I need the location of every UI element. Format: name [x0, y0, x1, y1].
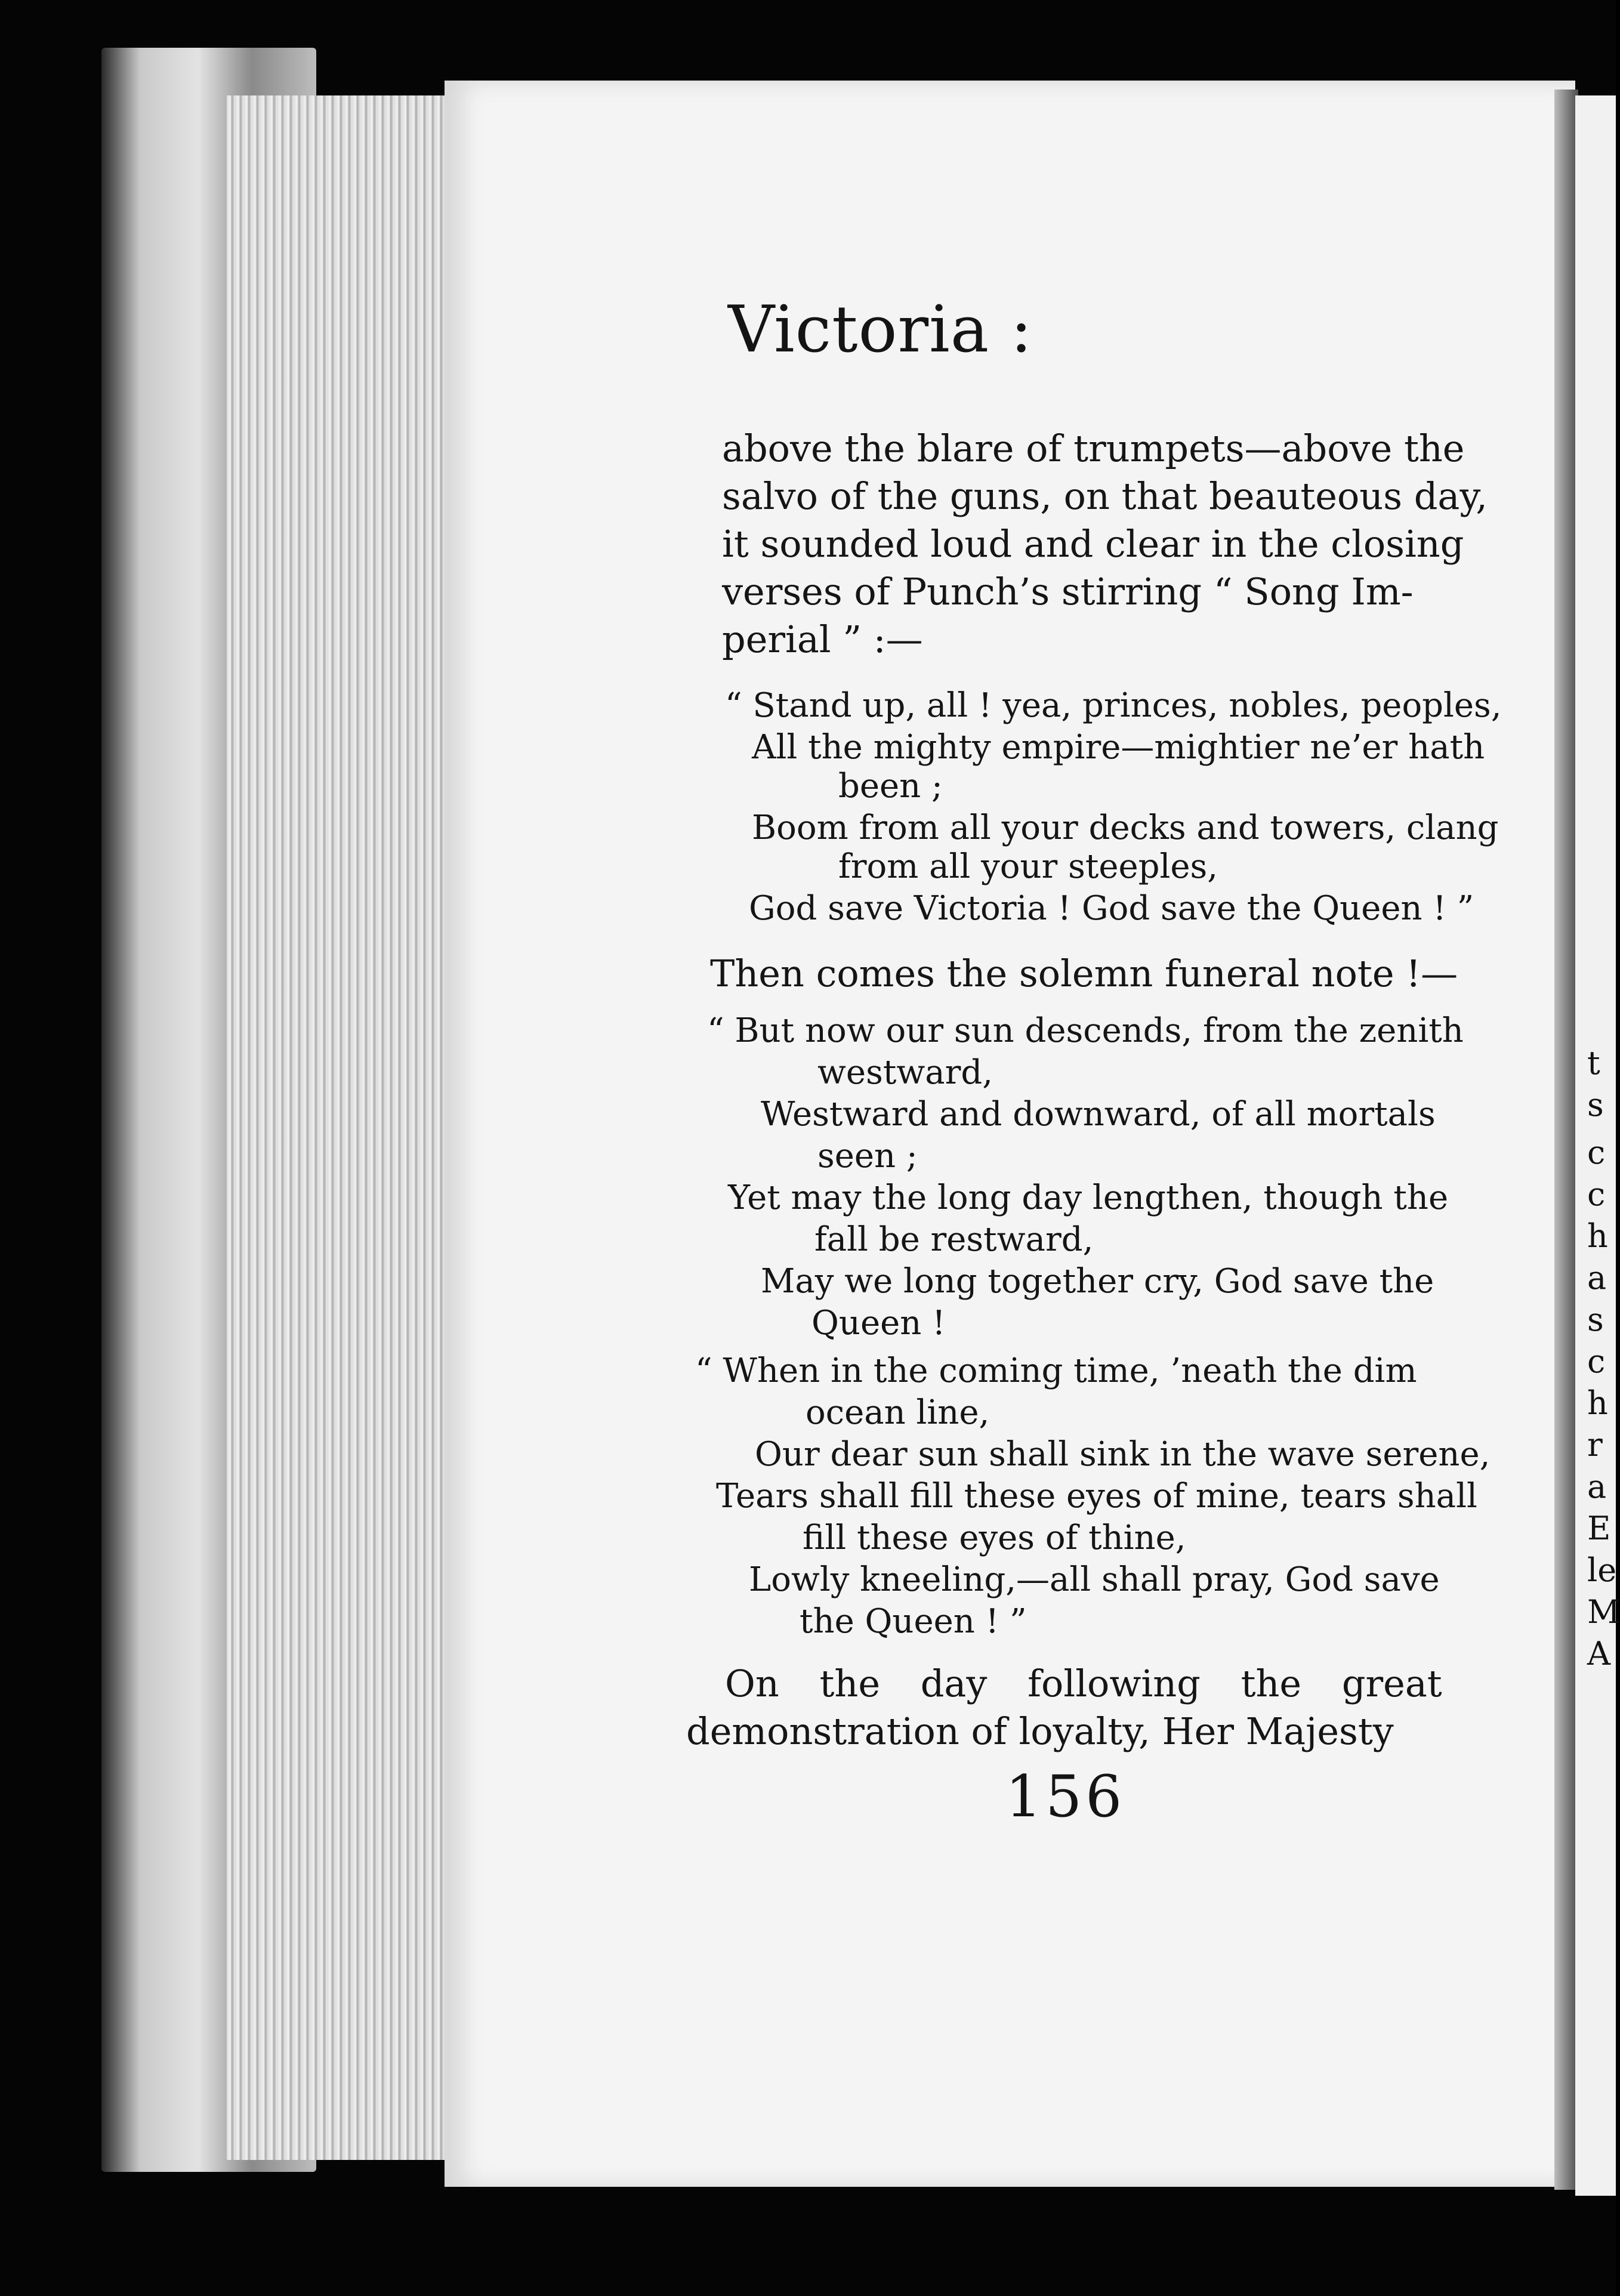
facing-page-fragment: c — [1587, 1343, 1606, 1380]
facing-page-fragment: h — [1587, 1217, 1608, 1255]
verse-line: “ But now our sun descends, from the zenith — [707, 1011, 1464, 1050]
book-page — [445, 81, 1575, 2187]
verse-line: Lowly kneeling,—all shall pray, God save — [749, 1560, 1440, 1599]
text-line: perial ” :— — [722, 618, 923, 661]
verse-line: Tears shall fill these eyes of mine, tears shall — [716, 1477, 1477, 1516]
verse-line: “ When in the coming time, ’neath the dim — [695, 1351, 1417, 1390]
verse-line: seen ; — [817, 1137, 918, 1175]
text-line: it sounded loud and clear in the closing — [722, 522, 1464, 566]
verse-line: Queen ! — [811, 1304, 946, 1343]
text-line: On the day following the great — [725, 1662, 1442, 1705]
facing-page-fragment: r — [1587, 1426, 1603, 1464]
verse-line: westward, — [817, 1053, 993, 1092]
facing-page-fragment: t — [1587, 1044, 1600, 1082]
facing-page-fragment: a — [1587, 1468, 1607, 1505]
verse-line: “ Stand up, all ! yea, princes, nobles, peoples, — [725, 686, 1502, 725]
running-head: Victoria : — [728, 292, 1033, 367]
verse-line: fill these eyes of thine, — [803, 1519, 1186, 1557]
facing-page-edge — [1575, 95, 1620, 2196]
facing-page-fragment: le — [1587, 1551, 1617, 1589]
facing-page-fragment: c — [1587, 1175, 1606, 1213]
page-edges — [227, 95, 453, 2160]
verse-line: Our dear sun shall sink in the wave serene, — [755, 1435, 1491, 1474]
facing-page-fragment: c — [1587, 1134, 1606, 1171]
book-gutter — [1554, 90, 1578, 2190]
verse-line: May we long together cry, God save the — [761, 1262, 1434, 1301]
verse-line: All the mighty empire—mightier ne’er hath — [752, 728, 1485, 767]
verse-line: Boom from all your decks and towers, clang — [752, 808, 1499, 847]
verse-line: God save Victoria ! God save the Queen ! ” — [749, 889, 1474, 928]
page-number: 156 — [1005, 1763, 1126, 1830]
text-line: above the blare of trumpets—above the — [722, 427, 1465, 470]
facing-page-fragment: A — [1587, 1635, 1610, 1672]
verse-line: the Queen ! ” — [800, 1602, 1027, 1641]
facing-page-fragment: s — [1587, 1301, 1604, 1338]
verse-line: fall be restward, — [814, 1220, 1094, 1259]
verse-line: Yet may the long day lengthen, though the — [728, 1178, 1449, 1217]
facing-page-fragment: E — [1587, 1510, 1611, 1547]
verse-line: ocean line, — [806, 1393, 990, 1432]
facing-page-fragment: s — [1587, 1086, 1604, 1124]
facing-page-fragment: h — [1587, 1384, 1608, 1422]
verse-line: from all your steeples, — [838, 847, 1218, 886]
facing-page-fragment: M — [1587, 1593, 1620, 1631]
verse-line: been ; — [838, 767, 943, 806]
text-line: demonstration of loyalty, Her Majesty — [686, 1709, 1394, 1753]
text-line: Then comes the solemn funeral note !— — [710, 952, 1458, 995]
facing-page-fragment: a — [1587, 1259, 1607, 1297]
verse-line: Westward and downward, of all mortals — [761, 1095, 1436, 1134]
text-line: salvo of the guns, on that beauteous day, — [722, 474, 1488, 518]
text-line: verses of Punch’s stirring “ Song Im- — [722, 570, 1414, 613]
